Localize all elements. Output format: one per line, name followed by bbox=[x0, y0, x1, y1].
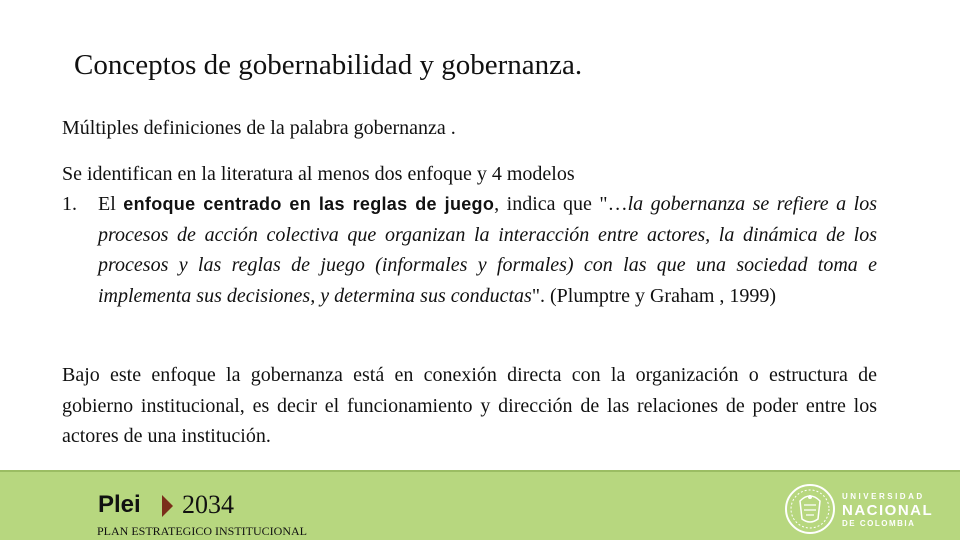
plei-logo-name: Plei bbox=[98, 491, 141, 518]
paragraph-definitions: Múltiples definiciones de la palabra gobernanza . bbox=[62, 117, 456, 139]
list-item-bold-term: enfoque centrado en las reglas de juego bbox=[123, 194, 495, 214]
plei-subtitle: PLAN ESTRATEGICO INSTITUCIONAL bbox=[97, 524, 307, 538]
university-logo bbox=[842, 492, 933, 529]
list-item-quote: la gobernanza se refiere a los procesos de acción colectiva que organizan la interacción entre actores, la dinámica de los procesos y las reglas de juego (informales y formales) con las que una sociedad toma e implementa sus decisiones, y determina sus conductas bbox=[98, 193, 877, 307]
footer-bar bbox=[0, 470, 960, 540]
university-logo-line3: DE COLOMBIA bbox=[842, 519, 916, 528]
list-item-number: 1. bbox=[62, 193, 77, 215]
approach-list bbox=[62, 189, 877, 311]
university-logo-line2: NACIONAL bbox=[842, 502, 934, 519]
list-item bbox=[62, 189, 877, 311]
plei-arrow-icon bbox=[162, 495, 173, 517]
slide-title: Conceptos de gobernabilidad y gobernanza. bbox=[74, 49, 583, 81]
list-item-after-bold: , indica que "… bbox=[494, 193, 628, 215]
list-item-lead: El bbox=[98, 193, 124, 215]
paragraph-conclusion: Bajo este enfoque la gobernanza está en conexión directa con la organización o estructura de gobierno institucional, es decir el funcionamiento y dirección de las relaciones de poder entre los actores de una institución. bbox=[62, 364, 877, 447]
university-logo-line1: UNIVERSIDAD bbox=[842, 492, 925, 501]
university-seal-icon bbox=[784, 481, 836, 537]
paragraph-approaches: Se identifican en la literatura al menos dos enfoque y 4 modelos bbox=[62, 163, 575, 185]
list-item-citation: ". (Plumptre y Graham , 1999) bbox=[531, 284, 777, 307]
plei-logo-year: 2034 bbox=[182, 490, 234, 519]
